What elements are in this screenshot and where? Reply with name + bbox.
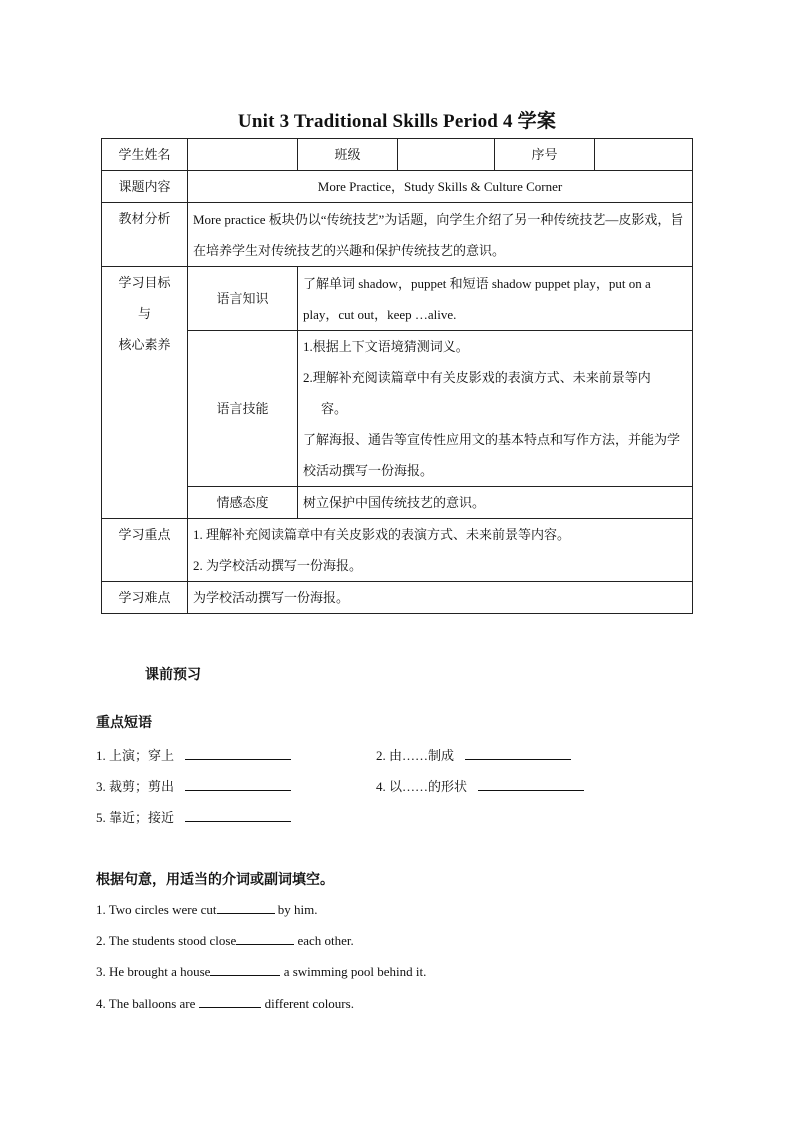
lesson-info-table bbox=[101, 138, 693, 614]
goals-label-line-3: 核心素养 bbox=[118, 337, 171, 352]
phrase-label: 3. 裁剪；剪出 bbox=[96, 779, 175, 794]
answer-blank[interactable] bbox=[199, 995, 261, 1008]
phrase-item bbox=[96, 776, 291, 795]
sentence-item bbox=[96, 901, 317, 918]
phrase-label: 5. 靠近；接近 bbox=[96, 810, 175, 825]
sentence-end: by him. bbox=[274, 902, 318, 917]
sentence-end: each other. bbox=[294, 933, 354, 948]
difficulty-value: 为学校活动撰写一份海报。 bbox=[188, 582, 693, 614]
focus-value bbox=[188, 519, 693, 582]
phrase-item bbox=[96, 745, 291, 764]
skills-line-1: 1.根据上下文语境猜测词义。 bbox=[303, 339, 469, 354]
skills-line-2-cont: 容。 bbox=[321, 401, 348, 416]
fill-heading: 根据句意，用适当的介词或副词填空。 bbox=[96, 873, 334, 888]
sentence-start: 3. He brought a house bbox=[96, 964, 211, 979]
knowledge-value: 了解单词 shadow，puppet 和短语 shadow puppet play，put on a play，cut out，keep …alive. bbox=[298, 267, 693, 331]
seat-label: 序号 bbox=[495, 139, 595, 171]
goals-label-line-1: 学习目标 bbox=[118, 275, 171, 290]
attitude-label: 情感态度 bbox=[188, 487, 298, 519]
phrases-heading: 重点短语 bbox=[96, 716, 152, 731]
knowledge-label: 语言知识 bbox=[188, 267, 298, 331]
class-cell[interactable] bbox=[398, 139, 495, 171]
sentence-item bbox=[96, 995, 354, 1012]
analysis-value: More practice 板块仍以“传统技艺”为话题，向学生介绍了另一种传统技艺—皮影戏，旨在培养学生对传统技艺的兴趣和保护传统技艺的意识。 bbox=[188, 203, 693, 267]
phrase-label: 4. 以……的形状 bbox=[376, 779, 468, 794]
sentence-item bbox=[96, 932, 354, 949]
answer-blank[interactable] bbox=[185, 809, 291, 822]
sentence-start: 2. The students stood close bbox=[96, 933, 237, 948]
student-name-cell[interactable] bbox=[188, 139, 298, 171]
skills-label: 语言技能 bbox=[188, 331, 298, 487]
goals-label-line-2: 与 bbox=[137, 306, 151, 321]
goals-label bbox=[102, 267, 188, 519]
seat-cell[interactable] bbox=[595, 139, 693, 171]
difficulty-label: 学习难点 bbox=[102, 582, 188, 614]
answer-blank[interactable] bbox=[185, 778, 291, 791]
answer-blank[interactable] bbox=[465, 747, 571, 760]
skills-line-3: 了解海报、通告等宣传性应用文的基本特点和写作方法，并能为学校活动撰写一份海报。 bbox=[303, 432, 681, 478]
student-name-label: 学生姓名 bbox=[102, 139, 188, 171]
phrase-label: 2. 由……制成 bbox=[376, 748, 455, 763]
phrase-item bbox=[376, 776, 584, 795]
skills-line-2: 2.理解补充阅读篇章中有关皮影戏的表演方式、未来前景等内 bbox=[303, 370, 651, 385]
skills-value bbox=[298, 331, 693, 487]
focus-line-1: 1. 理解补充阅读篇章中有关皮影戏的表演方式、未来前景等内容。 bbox=[193, 527, 571, 542]
answer-blank[interactable] bbox=[236, 932, 294, 945]
focus-label: 学习重点 bbox=[102, 519, 188, 582]
sentence-item bbox=[96, 963, 426, 980]
analysis-label: 教材分析 bbox=[102, 203, 188, 267]
focus-line-2: 2. 为学校活动撰写一份海报。 bbox=[193, 558, 363, 573]
topic-label: 课题内容 bbox=[102, 171, 188, 203]
page-title: Unit 3 Traditional Skills Period 4 学案 bbox=[237, 111, 557, 132]
answer-blank[interactable] bbox=[478, 778, 584, 791]
attitude-value: 树立保护中国传统技艺的意识。 bbox=[298, 487, 693, 519]
topic-value: More Practice，Study Skills & Culture Corner bbox=[188, 171, 693, 203]
sentence-start: 1. Two circles were cut bbox=[96, 902, 217, 917]
sentence-end: a swimming pool behind it. bbox=[280, 964, 427, 979]
answer-blank[interactable] bbox=[210, 963, 280, 976]
phrase-label: 1. 上演；穿上 bbox=[96, 748, 175, 763]
answer-blank[interactable] bbox=[217, 901, 275, 914]
sentence-end: different colours. bbox=[261, 996, 354, 1011]
sentence-start: 4. The balloons are bbox=[96, 996, 196, 1011]
phrase-item bbox=[376, 745, 571, 764]
answer-blank[interactable] bbox=[185, 747, 291, 760]
phrase-item bbox=[96, 807, 291, 826]
class-label: 班级 bbox=[298, 139, 398, 171]
preview-heading: 课前预习 bbox=[145, 668, 201, 683]
